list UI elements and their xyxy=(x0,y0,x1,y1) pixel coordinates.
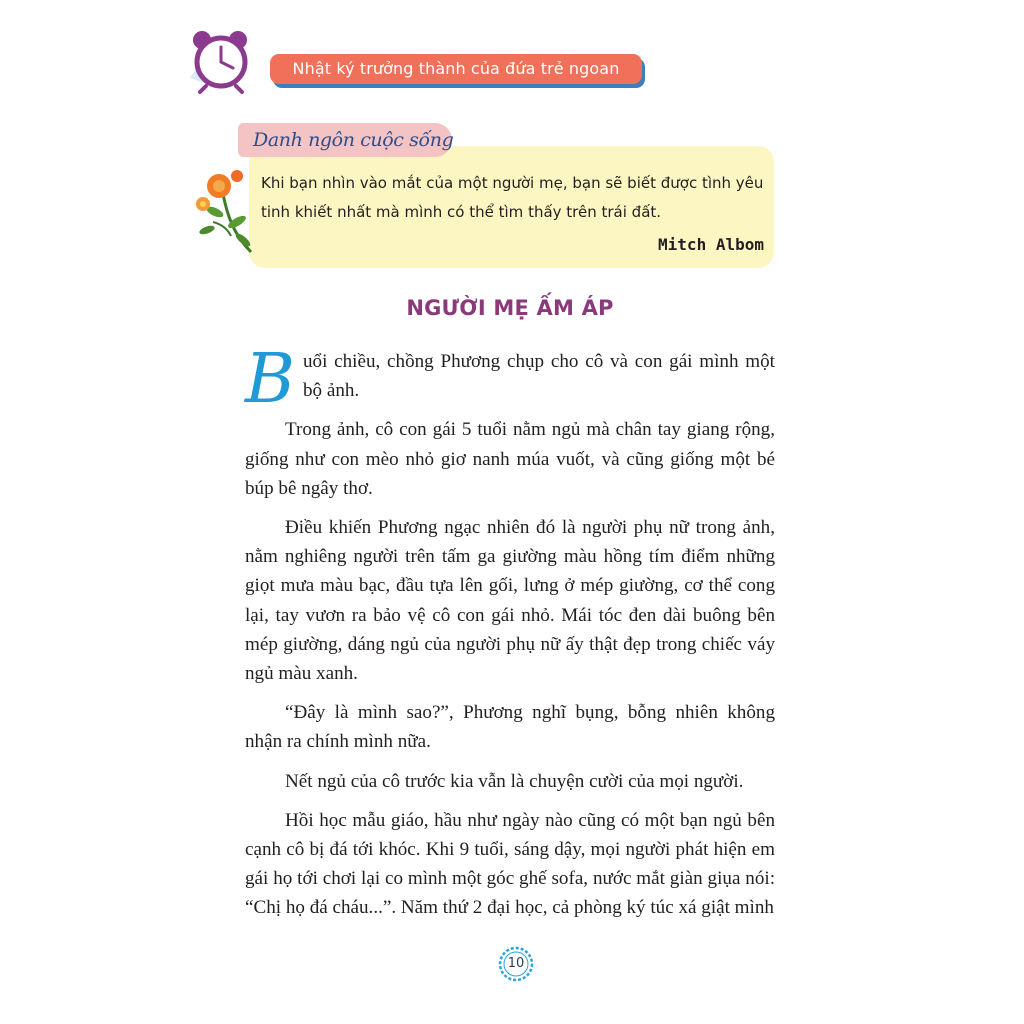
quote-tag-label: Danh ngôn cuộc sống xyxy=(253,129,454,151)
drop-cap: B xyxy=(245,340,295,419)
quote-author: Mitch Albom xyxy=(658,235,764,254)
alarm-clock-icon xyxy=(188,26,258,96)
quote-text: Khi bạn nhìn vào mắt của một người mẹ, bạn sẽ biết được tình yêu tinh khiết nhất mà mình có thể tìm thấy trên trái đất. xyxy=(261,174,764,221)
paragraph-5: Nết ngủ của cô trước kia vẫn là chuyện cười của mọi người. xyxy=(285,770,744,792)
book-title: Nhật ký trưởng thành của đứa trẻ ngoan xyxy=(270,54,642,84)
paragraph-2: Trong ảnh, cô con gái 5 tuổi nằm ngủ mà chân tay giang rộng, giống như con mèo nhỏ giơ nanh múa vuốt, và cũng giống một bé búp bê ngây thơ. xyxy=(245,419,775,499)
paragraph-1 xyxy=(245,340,775,419)
page-number: 10 xyxy=(507,956,525,971)
page-header xyxy=(188,26,658,102)
story-title: NGƯỜI MẸ ẤM ÁP xyxy=(406,296,614,320)
flower-icon xyxy=(193,164,259,256)
story-body xyxy=(245,340,775,933)
paragraph-6: Hồi học mẫu giáo, hầu như ngày nào cũng có một bạn ngủ bên cạnh cô bị đá tới khóc. Khi 9 tuổi, sáng dậy, mọi người phát hiện em gái họ tới chơi lại co mình một góc ghế sofa, nước mắt giàn giụa nói: “Chị họ đá cháu...”. Năm thứ 2 đại học, cả phòng ký túc xá giật mình xyxy=(245,809,775,919)
paragraph-1-text: uổi chiều, chồng Phương chụp cho cô và con gái mình một bộ ảnh. xyxy=(302,351,775,402)
paragraph-4: “Đây là mình sao?”, Phương nghĩ bụng, bỗng nhiên không nhận ra chính mình nữa. xyxy=(245,702,775,753)
paragraph-3: Điều khiến Phương ngạc nhiên đó là người phụ nữ trong ảnh, nằm nghiêng người trên tấm ga giường màu hồng tím điểm những giọt mưa màu bạc, đầu tựa lên gối, lưng ở mép giường, cơ thể cong lại, tay vươn ra bảo vệ cô con gái nhỏ. Mái tóc đen dài buông bên mép giường, dáng ngủ của người phụ nữ ấy thật đẹp trong chiếc váy ngủ màu xanh. xyxy=(245,517,775,685)
